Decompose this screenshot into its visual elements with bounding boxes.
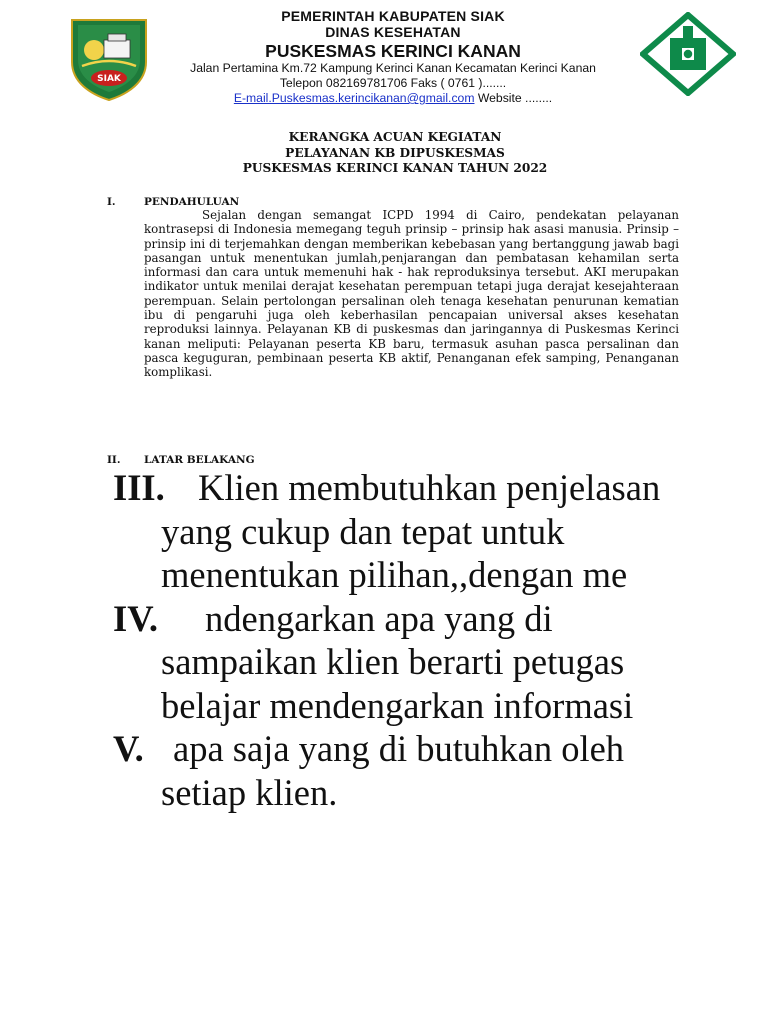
section-title: LATAR BELAKANG — [144, 454, 255, 466]
roman-numeral: III. — [113, 467, 165, 508]
letterhead-phone: Telepon 082169781706 Faks ( 0761 )....... — [279, 76, 507, 90]
letterhead-institution: PUSKESMAS KERINCI KANAN — [265, 41, 521, 61]
section-heading-pendahuluan — [107, 195, 239, 209]
list-item-v — [113, 727, 673, 814]
list-item-text: ndengarkan apa yang di sampaikan klien berarti petugas belajar mendengarkan informasi — [161, 597, 634, 726]
section-number: II. — [107, 454, 121, 466]
title-line-2: PELAYANAN KB DIPUSKESMAS — [285, 145, 505, 160]
website-label: Website ........ — [474, 91, 553, 105]
document-title — [110, 130, 680, 177]
roman-numeral: V. — [113, 728, 144, 769]
large-numbered-list — [113, 466, 673, 814]
letterhead-government: PEMERINTAH KABUPATEN SIAK — [281, 8, 505, 24]
list-item-text: Klien membutuhkan penjelasan yang cukup dan tepat untuk menentukan pilihan,,dengan me — [161, 467, 661, 595]
section-heading-latar-belakang — [107, 453, 255, 467]
list-item-text: apa saja yang di butuhkan oleh setiap klien. — [161, 728, 625, 813]
siak-regency-logo — [66, 16, 152, 102]
section-title: PENDAHULUAN — [144, 196, 240, 208]
letterhead-address: Jalan Pertamina Km.72 Kampung Kerinci Kanan Kecamatan Kerinci Kanan — [190, 61, 596, 75]
list-item-iii — [113, 466, 673, 597]
email-link[interactable]: E-mail.Puskesmas.kerincikanan@gmail.com — [233, 91, 475, 105]
list-item-iv — [113, 597, 673, 728]
puskesmas-logo — [640, 12, 736, 96]
title-line-1: KERANGKA ACUAN KEGIATAN — [288, 130, 502, 144]
letterhead-contact — [158, 91, 628, 106]
pendahuluan-paragraph: Sejalan dengan semangat ICPD 1994 di Cairo, pendekatan pelayanan kontrasepsi di Indonesia memegang teguh prinsip – prinsip hak asasi manusia. Prinsip – prinsip ini di terjemahkan dengan memberikan kebebasan yang bertanggung jawab bagi pasangan untuk menentukan jumlah,penjarangan dan pembatasan kehamilan serta informasi dan cara untuk memenuhi hak - hak reproduksinya tersebut. AKI merupakan indikator untuk menilai derajat kesehatan perempuan tetapi juga derajat kesejahteraan perempuan. Selain pertolongan persalinan oleh tenaga kesehatan penurunan kematian ibu di pengaruhi juga oleh keberhasilan pencapaian universal akses kesehatan reproduksi lainnya. Pelayanan KB di puskesmas dan jaringannya di Puskesmas Kerinci kanan meliputi: Pelayanan peserta KB baru, termasuk asuhan pasca persalinan dan pasca keguguran, pembinaan peserta KB aktif, Penanganan efek samping, Penanganan komplikasi. — [144, 208, 679, 380]
letterhead — [158, 8, 628, 106]
roman-numeral: IV. — [113, 597, 158, 639]
letterhead-department: DINAS KESEHATAN — [325, 24, 461, 40]
title-line-3: PUSKESMAS KERINCI KANAN TAHUN 2022 — [242, 161, 548, 175]
svg-text:SIAK: SIAK — [97, 74, 121, 84]
section-number: I. — [107, 196, 116, 208]
